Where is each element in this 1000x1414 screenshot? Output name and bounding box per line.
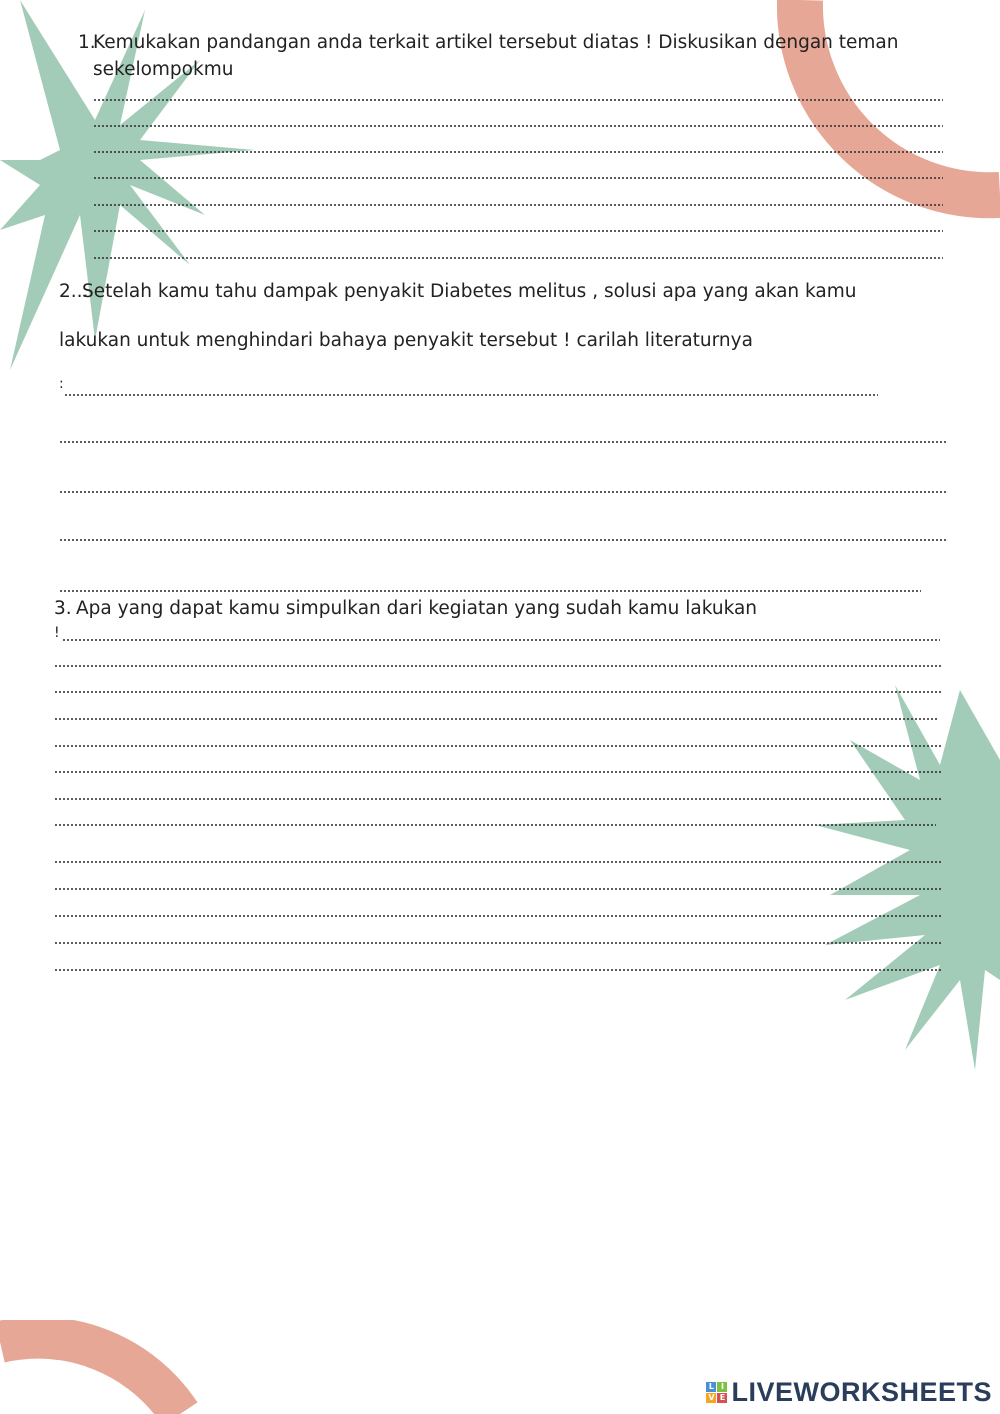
- answer-line[interactable]: [93, 203, 943, 207]
- answer-line[interactable]: [54, 823, 936, 827]
- answer-line[interactable]: [54, 887, 942, 891]
- question-2-text-line-1: Setelah kamu tahu dampak penyakit Diabetes melitus , solusi apa yang akan kamu: [82, 281, 857, 302]
- answer-line[interactable]: [54, 664, 941, 668]
- decor-arc-bottom-left: [0, 1320, 210, 1414]
- question-3-number: 3.: [54, 598, 72, 619]
- answer-line[interactable]: [54, 968, 942, 972]
- logo-mark-letter-i: I: [717, 1382, 727, 1392]
- answer-line[interactable]: [93, 229, 943, 233]
- liveworksheets-logo: [706, 1377, 992, 1408]
- logo-text: LIVEWORKSHEETS: [731, 1377, 992, 1407]
- answer-line[interactable]: [59, 490, 946, 494]
- answer-line[interactable]: [93, 256, 943, 260]
- question-1-text-line-1: Kemukakan pandangan anda terkait artikel tersebut diatas ! Diskusikan dengan teman: [93, 32, 899, 53]
- question-3-text-line-1: Apa yang dapat kamu simpulkan dari kegiatan yang sudah kamu lakukan: [76, 598, 758, 619]
- question-2-answer-prefix: :: [59, 376, 64, 392]
- answer-line[interactable]: [54, 797, 941, 801]
- answer-line[interactable]: [54, 860, 942, 864]
- logo-mark-letter-e: E: [717, 1393, 727, 1403]
- answer-line[interactable]: [59, 440, 946, 444]
- answer-line[interactable]: [93, 124, 943, 128]
- answer-line[interactable]: [59, 589, 921, 593]
- answer-line[interactable]: [93, 176, 943, 180]
- logo-mark-letter-v: V: [708, 1393, 715, 1402]
- question-1-number: 1.: [78, 32, 96, 53]
- logo-mark-icon: [706, 1382, 727, 1403]
- decor-starburst-right: [810, 680, 1000, 1070]
- answer-line[interactable]: [54, 744, 941, 748]
- logo-mark-letter-l: L: [706, 1382, 716, 1392]
- answer-line[interactable]: [93, 98, 943, 102]
- answer-line[interactable]: [64, 393, 878, 397]
- answer-line[interactable]: [93, 150, 943, 154]
- answer-line[interactable]: [62, 638, 940, 642]
- answer-line[interactable]: [54, 914, 942, 918]
- question-2-number: 2...: [59, 281, 89, 302]
- answer-line[interactable]: [54, 770, 941, 774]
- answer-line[interactable]: [54, 941, 942, 945]
- answer-line[interactable]: [54, 717, 938, 721]
- question-3-answer-prefix: !: [54, 625, 60, 641]
- answer-line[interactable]: [59, 538, 946, 542]
- question-2-text-line-2: lakukan untuk menghindari bahaya penyakit tersebut ! carilah literaturnya: [59, 330, 753, 351]
- answer-line[interactable]: [54, 690, 941, 694]
- question-1-text-line-2: sekelompokmu: [93, 59, 234, 80]
